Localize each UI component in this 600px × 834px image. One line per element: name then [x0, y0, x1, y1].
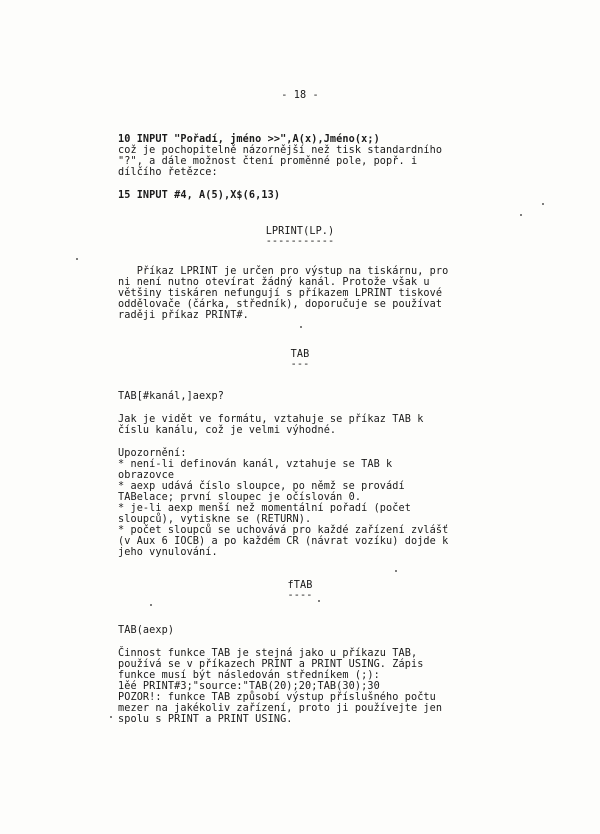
note-line: sloupců), vytiskne se (RETURN). — [118, 514, 312, 525]
note-line: TABelace; první sloupec je očíslován 0. — [118, 492, 362, 503]
section-heading-ftab: fTAB — [287, 580, 313, 591]
note-line: * není-li definován kanál, vztahuje se TAB k — [118, 459, 393, 470]
section-heading-tab: TAB — [290, 349, 310, 360]
paragraph-line: číslu kanálu, což je velmi výhodné. — [118, 425, 337, 436]
paragraph-line: většiny tiskáren nefungují s příkazem LPRINT tiskové — [118, 288, 443, 299]
paragraph-line: mezer na jakékoliv zařízení, proto ji používejte jen — [118, 703, 443, 714]
scan-speck — [542, 203, 544, 205]
paragraph-line: Činnost funkce TAB je stejná jako u příkazu TAB, — [118, 648, 418, 659]
scan-speck — [300, 326, 302, 328]
heading-underline: --- — [290, 359, 310, 370]
scan-speck — [76, 258, 78, 260]
syntax-line: TAB[#kanál,]aexp? — [118, 391, 224, 402]
paragraph-line: což je pochopitelně názornější než tisk standardního — [118, 145, 443, 156]
note-line: * aexp udává číslo sloupce, po němž se provádí — [118, 481, 405, 492]
paragraph-line: spolu s PRINT a PRINT USING. — [118, 714, 293, 725]
paragraph-line: Jak je vidět ve formátu, vztahuje se příkaz TAB k — [118, 414, 424, 425]
paragraph-line: raději příkaz PRINT#. — [118, 310, 249, 321]
scan-speck — [520, 214, 522, 216]
paragraph-line: funkce musí být následován středníkem (;): — [118, 670, 380, 681]
notes-title: Upozornění: — [118, 448, 187, 459]
scan-speck — [318, 600, 320, 602]
code-line-print: 1ěé PRINT#3;"source:"TAB(20);20;TAB(30);30 — [118, 681, 380, 692]
paragraph-line: ni není nutno otevírat žádný kanál. Protože však u — [118, 277, 430, 288]
paragraph-line: používá se v příkazech PRINT a PRINT USING. Zápis — [118, 659, 424, 670]
paragraph-line: POZOR!: funkce TAB způsobí výstup příslušného počtu — [118, 692, 436, 703]
scan-speck — [150, 604, 152, 606]
note-line: jeho vynulování. — [118, 547, 218, 558]
note-line: * počet sloupců se uchovává pro každé zařízení zvlášť — [118, 525, 449, 536]
section-heading-lprint: LPRINT(LP.) — [265, 226, 335, 237]
note-line: obrazovce — [118, 470, 175, 481]
code-line-input-10: 10 INPUT "Pořadí, jméno >>",A(x),Jméno(x;) — [118, 134, 380, 145]
note-line: * je-li aexp menší než momentální pořadí (počet — [118, 503, 411, 514]
note-line: (v Aux 6 IOCB) a po každém CR (návrat vozíku) dojde k — [118, 536, 449, 547]
heading-underline: ---- — [287, 590, 313, 601]
paragraph-line: "?", a dále možnost čtení proměnné pole, popř. i — [118, 156, 418, 167]
heading-underline: ----------- — [265, 236, 335, 247]
syntax-line: TAB(aexp) — [118, 625, 175, 636]
code-line-input-15: 15 INPUT #4, A(5),X$(6,13) — [118, 190, 281, 201]
paragraph-line: Příkaz LPRINT je určen pro výstup na tiskárnu, pro — [118, 266, 449, 277]
scan-speck — [110, 716, 112, 718]
paragraph-line: dílčího řetězce: — [118, 167, 218, 178]
scan-speck — [395, 570, 397, 572]
paragraph-line: oddělovače (čárka, středník), doporučuje se používat — [118, 299, 443, 310]
page-number: - 18 - — [281, 90, 319, 101]
